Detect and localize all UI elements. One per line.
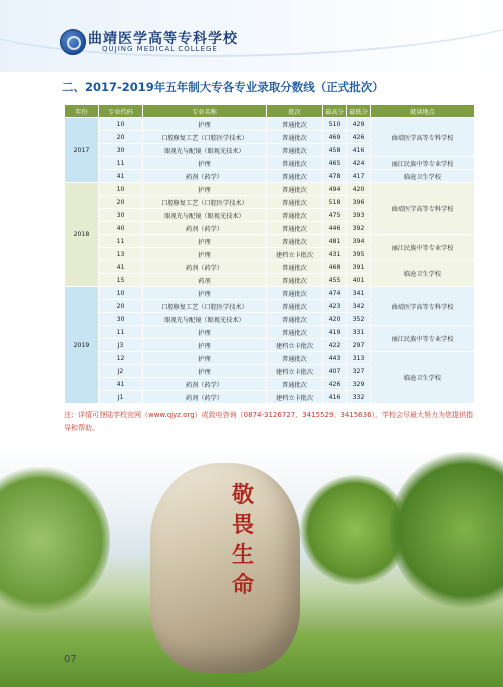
batch-cell: 普通批次 bbox=[267, 261, 323, 274]
max-score-cell: 475 bbox=[323, 209, 347, 222]
location-cell: 丽江民族中等专业学校 bbox=[371, 326, 475, 352]
table-row bbox=[65, 170, 475, 183]
min-score-cell: 327 bbox=[347, 365, 371, 378]
campus-photo bbox=[0, 445, 503, 687]
min-score-cell: 313 bbox=[347, 352, 371, 365]
column-header: 最低分 bbox=[347, 105, 371, 118]
batch-cell: 普通批次 bbox=[267, 378, 323, 391]
min-score-cell: 329 bbox=[347, 378, 371, 391]
column-header: 专业名称 bbox=[143, 105, 267, 118]
major-code-cell: J2 bbox=[99, 365, 143, 378]
min-score-cell: 395 bbox=[347, 248, 371, 261]
max-score-cell: 518 bbox=[323, 196, 347, 209]
major-name-cell: 护理 bbox=[143, 365, 267, 378]
location-cell: 曲靖医学高等专科学校 bbox=[371, 287, 475, 326]
column-header: 年份 bbox=[65, 105, 99, 118]
major-name-cell: 护理 bbox=[143, 157, 267, 170]
major-code-cell: 41 bbox=[99, 261, 143, 274]
table-row bbox=[65, 157, 475, 170]
max-score-cell: 422 bbox=[323, 339, 347, 352]
major-name-cell: 药剂（药学） bbox=[143, 378, 267, 391]
page-header bbox=[0, 0, 503, 72]
table-body bbox=[65, 118, 475, 404]
column-header: 批次 bbox=[267, 105, 323, 118]
major-name-cell: 口腔修复工艺（口腔医学技术） bbox=[143, 300, 267, 313]
major-code-cell: 11 bbox=[99, 235, 143, 248]
page-number: 07 bbox=[64, 654, 77, 665]
max-score-cell: 431 bbox=[323, 248, 347, 261]
min-score-cell: 342 bbox=[347, 300, 371, 313]
engraved-rock bbox=[150, 463, 300, 673]
major-code-cell: 10 bbox=[99, 287, 143, 300]
major-name-cell: 眼视光与配镜（眼视光技术） bbox=[143, 144, 267, 157]
min-score-cell: 429 bbox=[347, 118, 371, 131]
major-code-cell: J1 bbox=[99, 391, 143, 404]
max-score-cell: 426 bbox=[323, 378, 347, 391]
min-score-cell: 352 bbox=[347, 313, 371, 326]
max-score-cell: 494 bbox=[323, 183, 347, 196]
min-score-cell: 417 bbox=[347, 170, 371, 183]
location-cell: 临沧卫生学校 bbox=[371, 170, 475, 183]
min-score-cell: 416 bbox=[347, 144, 371, 157]
major-code-cell: 13 bbox=[99, 248, 143, 261]
major-name-cell: 口腔修复工艺（口腔医学技术） bbox=[143, 196, 267, 209]
major-code-cell: 40 bbox=[99, 222, 143, 235]
batch-cell: 普通批次 bbox=[267, 313, 323, 326]
batch-cell: 普通批次 bbox=[267, 274, 323, 287]
score-table-container bbox=[64, 104, 474, 404]
max-score-cell: 465 bbox=[323, 157, 347, 170]
major-name-cell: 眼视光与配镜（眼视光技术） bbox=[143, 209, 267, 222]
min-score-cell: 420 bbox=[347, 183, 371, 196]
contact-note: 注：详情可登陆学校官网（www.qjyz.org）或致电咨询（0874-3126727、3415529、3415636），学校会尽最大努力为您提供指导和帮助。 bbox=[64, 411, 474, 432]
major-code-cell: 12 bbox=[99, 352, 143, 365]
major-code-cell: 30 bbox=[99, 209, 143, 222]
rock-inscription: 敬畏生命 bbox=[231, 482, 254, 598]
max-score-cell: 420 bbox=[323, 313, 347, 326]
major-name-cell: 口腔修复工艺（口腔医学技术） bbox=[143, 131, 267, 144]
major-code-cell: 41 bbox=[99, 378, 143, 391]
max-score-cell: 474 bbox=[323, 287, 347, 300]
batch-cell: 普通批次 bbox=[267, 183, 323, 196]
section-title: 二、2017-2019年五年制大专各专业录取分数线（正式批次） bbox=[62, 80, 384, 94]
year-cell: 2017 bbox=[65, 118, 99, 183]
admission-score-table bbox=[64, 104, 475, 404]
batch-cell: 建档立卡批次 bbox=[267, 339, 323, 352]
major-name-cell: 药剂（药学） bbox=[143, 222, 267, 235]
min-score-cell: 297 bbox=[347, 339, 371, 352]
min-score-cell: 396 bbox=[347, 196, 371, 209]
max-score-cell: 419 bbox=[323, 326, 347, 339]
batch-cell: 建档立卡批次 bbox=[267, 365, 323, 378]
major-name-cell: 护理 bbox=[143, 287, 267, 300]
batch-cell: 普通批次 bbox=[267, 300, 323, 313]
batch-cell: 普通批次 bbox=[267, 118, 323, 131]
major-name-cell: 眼视光与配镜（眼视光技术） bbox=[143, 313, 267, 326]
min-score-cell: 401 bbox=[347, 274, 371, 287]
major-name-cell: 药剂（药学） bbox=[143, 170, 267, 183]
table-row bbox=[65, 352, 475, 365]
batch-cell: 普通批次 bbox=[267, 222, 323, 235]
major-name-cell: 护理 bbox=[143, 339, 267, 352]
table-header-row bbox=[65, 105, 475, 118]
major-name-cell: 护理 bbox=[143, 326, 267, 339]
column-header: 最高分 bbox=[323, 105, 347, 118]
year-cell: 2019 bbox=[65, 287, 99, 404]
max-score-cell: 458 bbox=[323, 144, 347, 157]
min-score-cell: 331 bbox=[347, 326, 371, 339]
min-score-cell: 392 bbox=[347, 222, 371, 235]
major-code-cell: 20 bbox=[99, 300, 143, 313]
max-score-cell: 416 bbox=[323, 391, 347, 404]
batch-cell: 普通批次 bbox=[267, 170, 323, 183]
column-header: 专业代码 bbox=[99, 105, 143, 118]
major-code-cell: 41 bbox=[99, 170, 143, 183]
major-code-cell: 11 bbox=[99, 157, 143, 170]
batch-cell: 普通批次 bbox=[267, 235, 323, 248]
batch-cell: 普通批次 bbox=[267, 196, 323, 209]
location-cell: 丽江民族中等专业学校 bbox=[371, 157, 475, 170]
batch-cell: 普通批次 bbox=[267, 131, 323, 144]
major-code-cell: 20 bbox=[99, 196, 143, 209]
table-row bbox=[65, 326, 475, 339]
batch-cell: 建档立卡批次 bbox=[267, 391, 323, 404]
max-score-cell: 446 bbox=[323, 222, 347, 235]
batch-cell: 建档立卡批次 bbox=[267, 248, 323, 261]
min-score-cell: 332 bbox=[347, 391, 371, 404]
location-cell: 曲靖医学高等专科学校 bbox=[371, 118, 475, 157]
max-score-cell: 510 bbox=[323, 118, 347, 131]
school-name-en: QUJING MEDICAL COLLEGE bbox=[102, 45, 218, 53]
major-name-cell: 护理 bbox=[143, 118, 267, 131]
min-score-cell: 424 bbox=[347, 157, 371, 170]
max-score-cell: 469 bbox=[323, 131, 347, 144]
major-name-cell: 药剂 bbox=[143, 274, 267, 287]
min-score-cell: 341 bbox=[347, 287, 371, 300]
batch-cell: 普通批次 bbox=[267, 209, 323, 222]
batch-cell: 普通批次 bbox=[267, 157, 323, 170]
year-cell: 2018 bbox=[65, 183, 99, 287]
location-cell: 临沧卫生学校 bbox=[371, 352, 475, 404]
location-cell: 曲靖医学高等专科学校 bbox=[371, 183, 475, 235]
major-name-cell: 护理 bbox=[143, 235, 267, 248]
max-score-cell: 468 bbox=[323, 261, 347, 274]
batch-cell: 普通批次 bbox=[267, 326, 323, 339]
major-code-cell: 30 bbox=[99, 313, 143, 326]
batch-cell: 普通批次 bbox=[267, 144, 323, 157]
major-name-cell: 护理 bbox=[143, 352, 267, 365]
max-score-cell: 455 bbox=[323, 274, 347, 287]
school-logo-icon bbox=[60, 29, 86, 55]
major-code-cell: 15 bbox=[99, 274, 143, 287]
min-score-cell: 393 bbox=[347, 209, 371, 222]
school-name: 曲靖医学高等专科学校 bbox=[88, 31, 238, 47]
batch-cell: 普通批次 bbox=[267, 352, 323, 365]
column-header: 就读地点 bbox=[371, 105, 475, 118]
major-code-cell: 11 bbox=[99, 326, 143, 339]
location-cell: 临沧卫生学校 bbox=[371, 261, 475, 287]
min-score-cell: 426 bbox=[347, 131, 371, 144]
max-score-cell: 481 bbox=[323, 235, 347, 248]
major-name-cell: 药剂（药学） bbox=[143, 391, 267, 404]
max-score-cell: 423 bbox=[323, 300, 347, 313]
major-name-cell: 护理 bbox=[143, 248, 267, 261]
location-cell: 丽江民族中等专业学校 bbox=[371, 235, 475, 261]
max-score-cell: 407 bbox=[323, 365, 347, 378]
table-row bbox=[65, 287, 475, 300]
major-code-cell: 20 bbox=[99, 131, 143, 144]
min-score-cell: 391 bbox=[347, 261, 371, 274]
major-name-cell: 药剂（药学） bbox=[143, 261, 267, 274]
major-code-cell: 10 bbox=[99, 183, 143, 196]
major-code-cell: 10 bbox=[99, 118, 143, 131]
min-score-cell: 394 bbox=[347, 235, 371, 248]
max-score-cell: 443 bbox=[323, 352, 347, 365]
major-name-cell: 护理 bbox=[143, 183, 267, 196]
table-row bbox=[65, 235, 475, 248]
major-code-cell: J3 bbox=[99, 339, 143, 352]
batch-cell: 普通批次 bbox=[267, 287, 323, 300]
table-row bbox=[65, 183, 475, 196]
major-code-cell: 30 bbox=[99, 144, 143, 157]
table-row bbox=[65, 261, 475, 274]
table-row bbox=[65, 118, 475, 131]
max-score-cell: 478 bbox=[323, 170, 347, 183]
